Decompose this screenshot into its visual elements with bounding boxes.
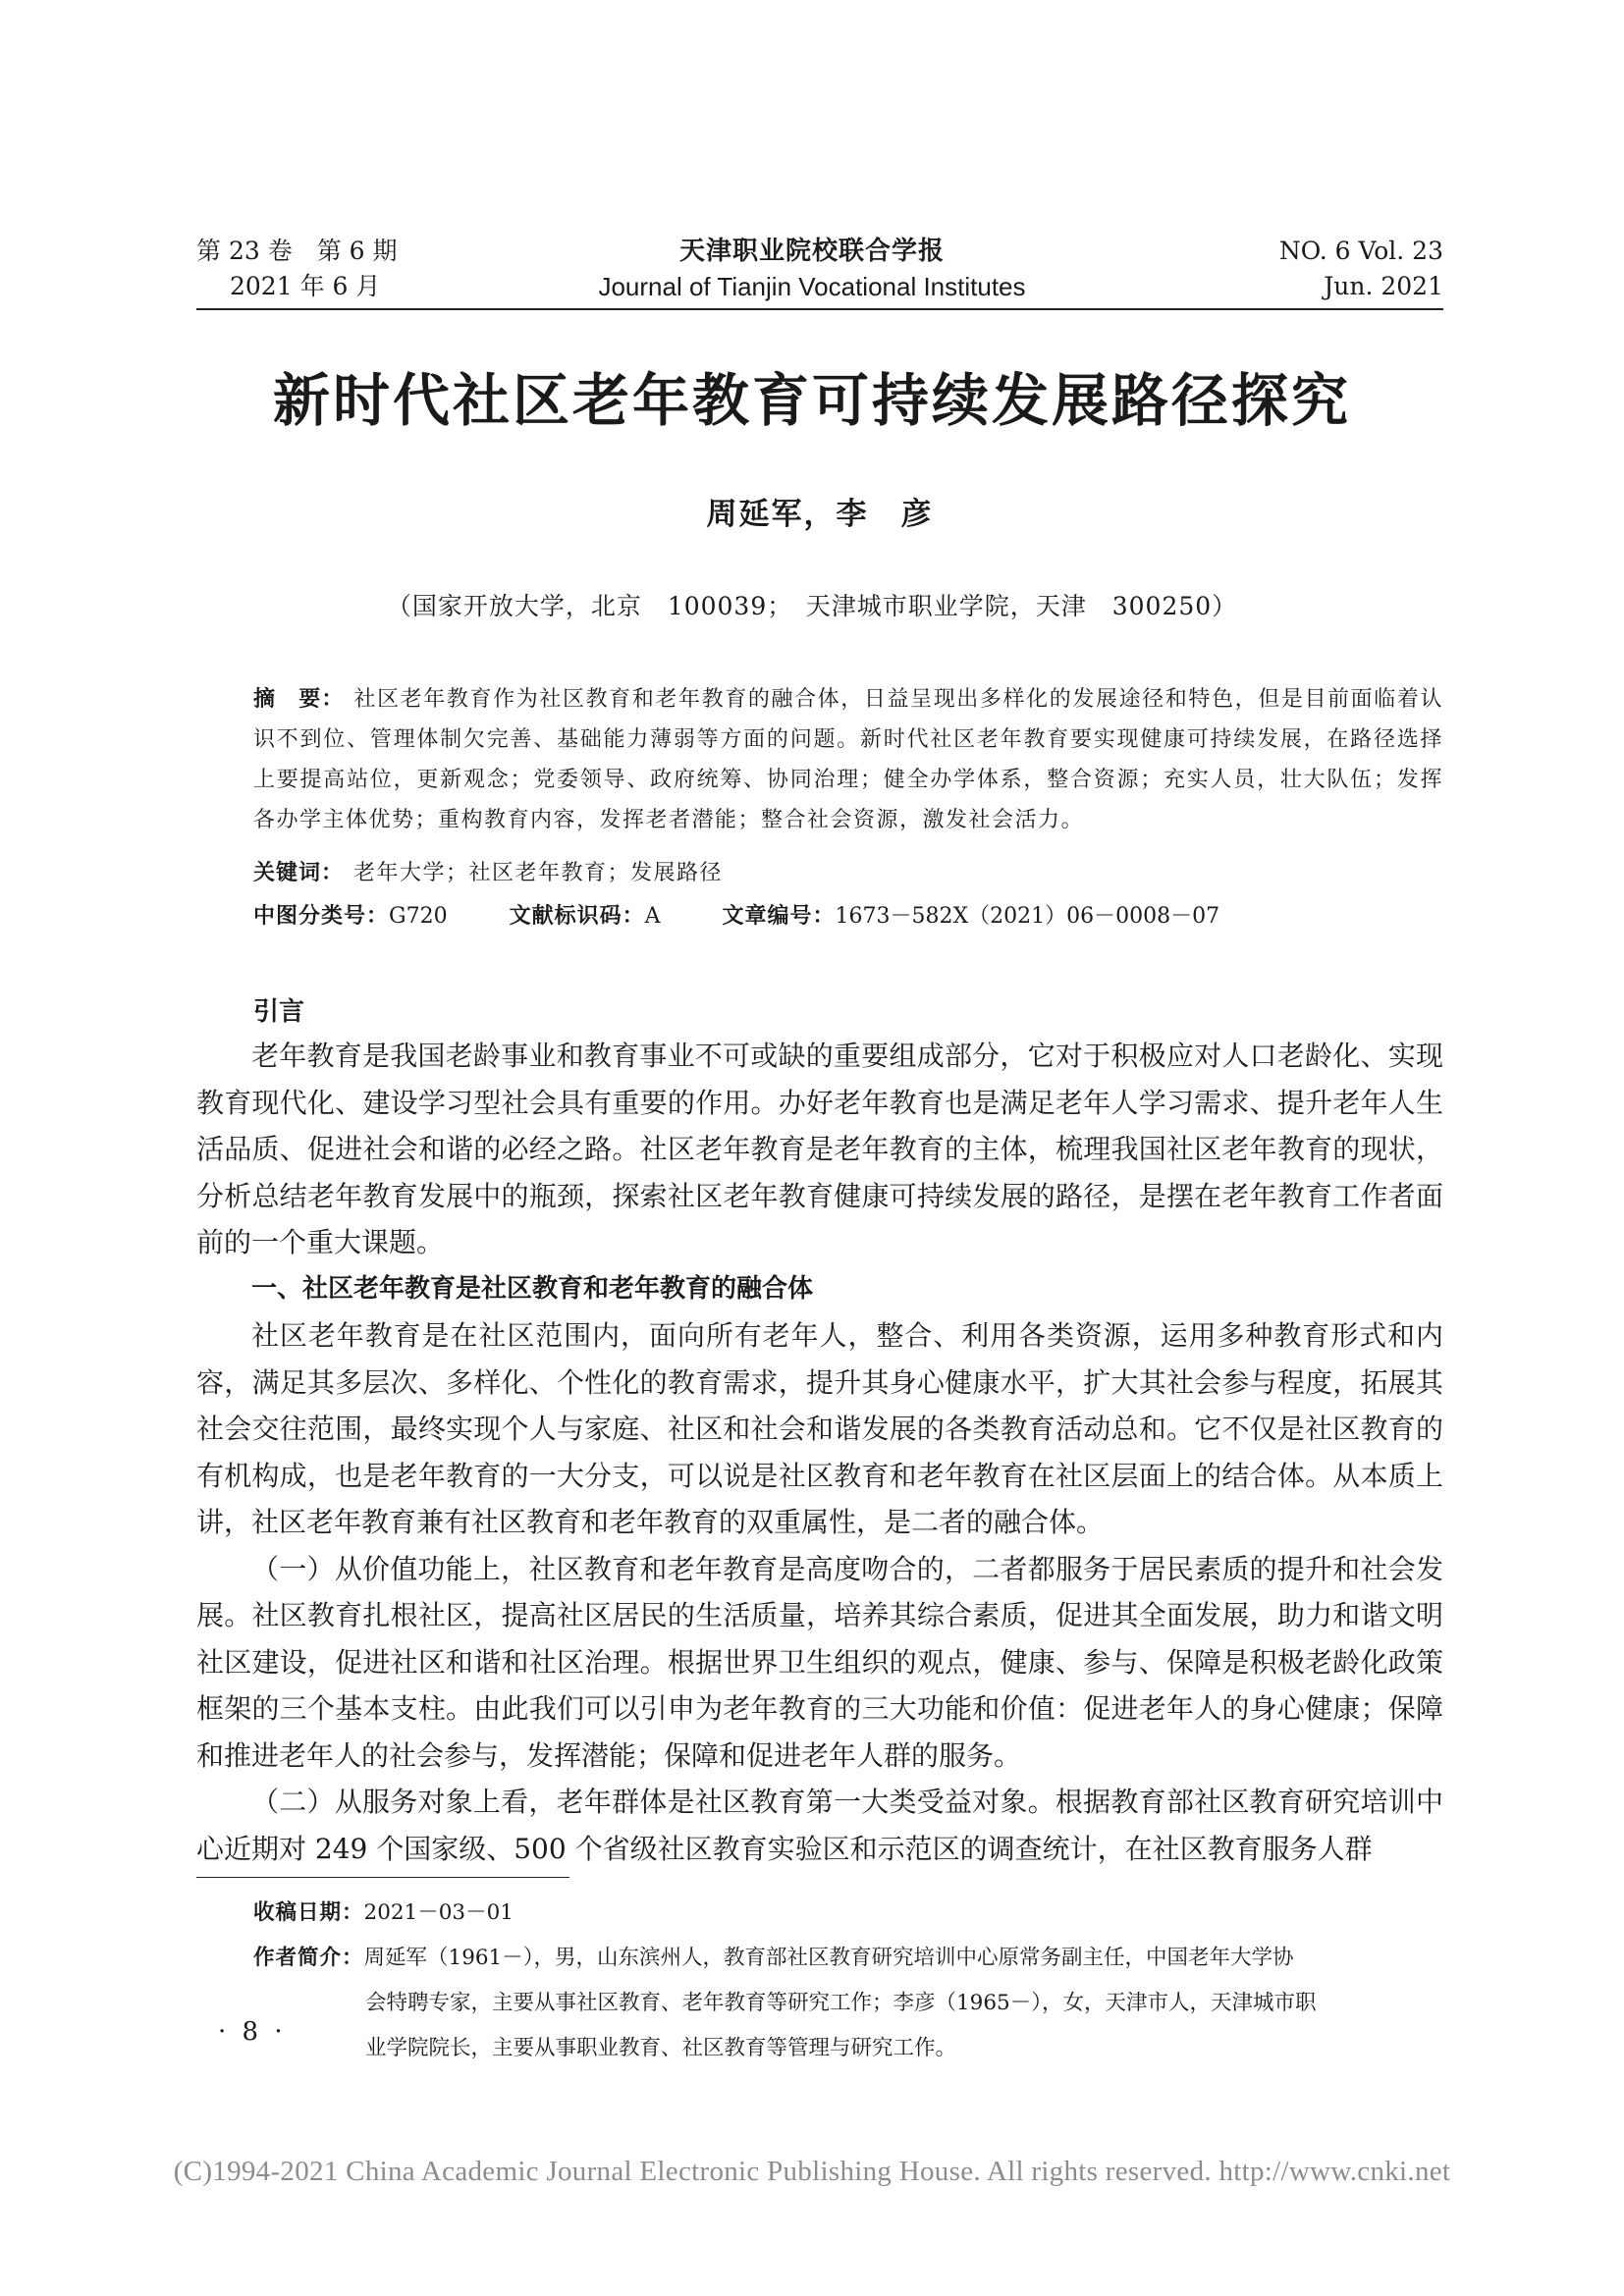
abstract-label: 摘 要： — [253, 687, 345, 712]
bio-line: 业学院院长，主要从事职业教育、社区教育等管理与研究工作。 — [365, 2036, 957, 2060]
article-authors: 周延军，李 彦 — [706, 497, 934, 532]
journal-name-cn: 天津职业院校联合学报 — [678, 237, 945, 266]
body-paragraph: （二）从服务对象上看，老年群体是社区教育第一大类受益对象。根据教育部社区教育研究培训中心近期对 249 个国家级、500 个省级社区教育实验区和示范区的调查统计，在社区教育服务人群 — [196, 1786, 1443, 1865]
journal-header-left — [196, 234, 491, 304]
header-rule — [196, 308, 1443, 310]
keywords-label: 关键词： — [253, 861, 345, 885]
author-affiliation: （国家开放大学，北京 100039； 天津城市职业学院，天津 300250） — [386, 592, 1238, 620]
footnote — [253, 1891, 1443, 2071]
body-paragraph: 社区老年教育是在社区范围内，面向所有老年人，整合、利用各类资源，运用多种教育形式和内容，满足其多层次、多样化、个性化的教育需求，提升其身心健康水平，扩大其社会参与程度，拓展其社会交往范围，最终实现个人与家庭、社区和社会和谐发展的各类教育活动总和。它不仅是社区教育的有机构成，也是老年教育的一大分支，可以说是社区教育和老年教育在社区层面上的结合体。从本质上讲，社区老年教育兼有社区教育和老年教育的双重属性，是二者的融合体。 — [196, 1319, 1443, 1538]
doc-code-value: A — [644, 904, 661, 929]
doc-code-label: 文献标识码： — [509, 904, 645, 929]
section-heading: 一、社区老年教育是社区教育和老年教育的融合体 — [251, 1273, 814, 1304]
clc-item — [253, 904, 448, 929]
copyright-watermark: (C)1994-2021 China Academic Journal Electronic Publishing House. All rights reserved. http://www.cnki.net — [173, 2156, 1451, 2187]
issue-date-cn: 2021 年 6 月 — [230, 272, 381, 300]
doc-code-item — [510, 904, 661, 929]
journal-header-center — [511, 234, 1113, 304]
received-label: 收稿日期： — [253, 1900, 364, 1925]
author-bio-row — [253, 1936, 1443, 1981]
body-paragraph: （一）从价值功能上，社区教育和老年教育是高度吻合的，二者都服务于居民素质的提升和社会发展。社区教育扎根社区，提高社区居民的生活质量，培养其综合素质，促进其全面发展，助力和谐文明社区建设，促进社区和谐和社区治理。根据世界卫生组织的观点，健康、参与、保障是积极老龄化政策框架的三个基本支柱。由此我们可以引申为老年教育的三大功能和价值：促进老年人的身心健康；保障和推进老年人的社会参与，发挥潜能；保障和促进老年人群的服务。 — [196, 1552, 1443, 1772]
volume-issue: 第 23 卷 第 6 期 — [196, 237, 398, 265]
clc-label: 中图分类号： — [253, 904, 390, 929]
bio-line: 会特聘专家，主要从事社区教育、老年教育等研究工作；李彦（1965－），女，天津市人，天津城市职 — [365, 1991, 1317, 2015]
abstract-text: 社区老年教育作为社区教育和老年教育的融合体，日益呈现出多样化的发展途径和特色，但是目前面临着认识不到位、管理体制欠完善、基础能力薄弱等方面的问题。新时代社区老年教育要实现健康可持续发展，在路径选择上要提高站位，更新观念；党委领导、政府统筹、协同治理；健全办学体系，整合资源；充实人员，壮大队伍；发挥各办学主体优势；重构教育内容，发挥老者潜能；整合社会资源，激发社会活力。 — [253, 687, 1443, 832]
page-number: · 8 · — [218, 2017, 287, 2047]
clc-value: G720 — [389, 904, 448, 929]
keywords-text: 老年大学；社区老年教育；发展路径 — [353, 861, 724, 885]
received-date-row — [253, 1891, 1443, 1936]
article-no-item — [723, 904, 1220, 929]
article-no-value: 1673－582X（2021）06－0008－07 — [835, 904, 1220, 929]
footnote-rule — [196, 1877, 569, 1878]
journal-name-en: Journal of Tianjin Vocational Institutes — [598, 272, 1026, 301]
article-no-label: 文章编号： — [722, 904, 836, 929]
classification-line — [253, 901, 1443, 933]
bio-label: 作者简介： — [253, 1946, 364, 1970]
abstract — [253, 679, 1443, 840]
intro-heading: 引言 — [253, 997, 305, 1027]
bio-line: 周延军（1961－），男，山东滨州人，教育部社区教育研究培训中心原常务副主任，中国老年大学协 — [363, 1946, 1294, 1970]
article-title: 新时代社区老年教育可持续发展路径探究 — [272, 367, 1351, 434]
issue-en: NO. 6 Vol. 23 — [1278, 237, 1443, 265]
journal-header-right — [1129, 234, 1443, 304]
article-body — [196, 1033, 1443, 1872]
body-paragraph: 老年教育是我国老龄事业和教育事业不可或缺的重要组成部分，它对于积极应对人口老龄化、实现教育现代化、建设学习型社会具有重要的作用。办好老年教育也是满足老年人学习需求、提升老年人生活品质、促进社会和谐的必经之路。社区老年教育是老年教育的主体，梳理我国社区老年教育的现状，分析总结老年教育发展中的瓶颈，探索社区老年教育健康可持续发展的路径，是摆在老年教育工作者面前的一个重大课题。 — [196, 1040, 1443, 1258]
keywords — [253, 858, 1443, 889]
received-date: 2021－03－01 — [363, 1900, 514, 1925]
issue-date-en: Jun. 2021 — [1324, 272, 1443, 300]
